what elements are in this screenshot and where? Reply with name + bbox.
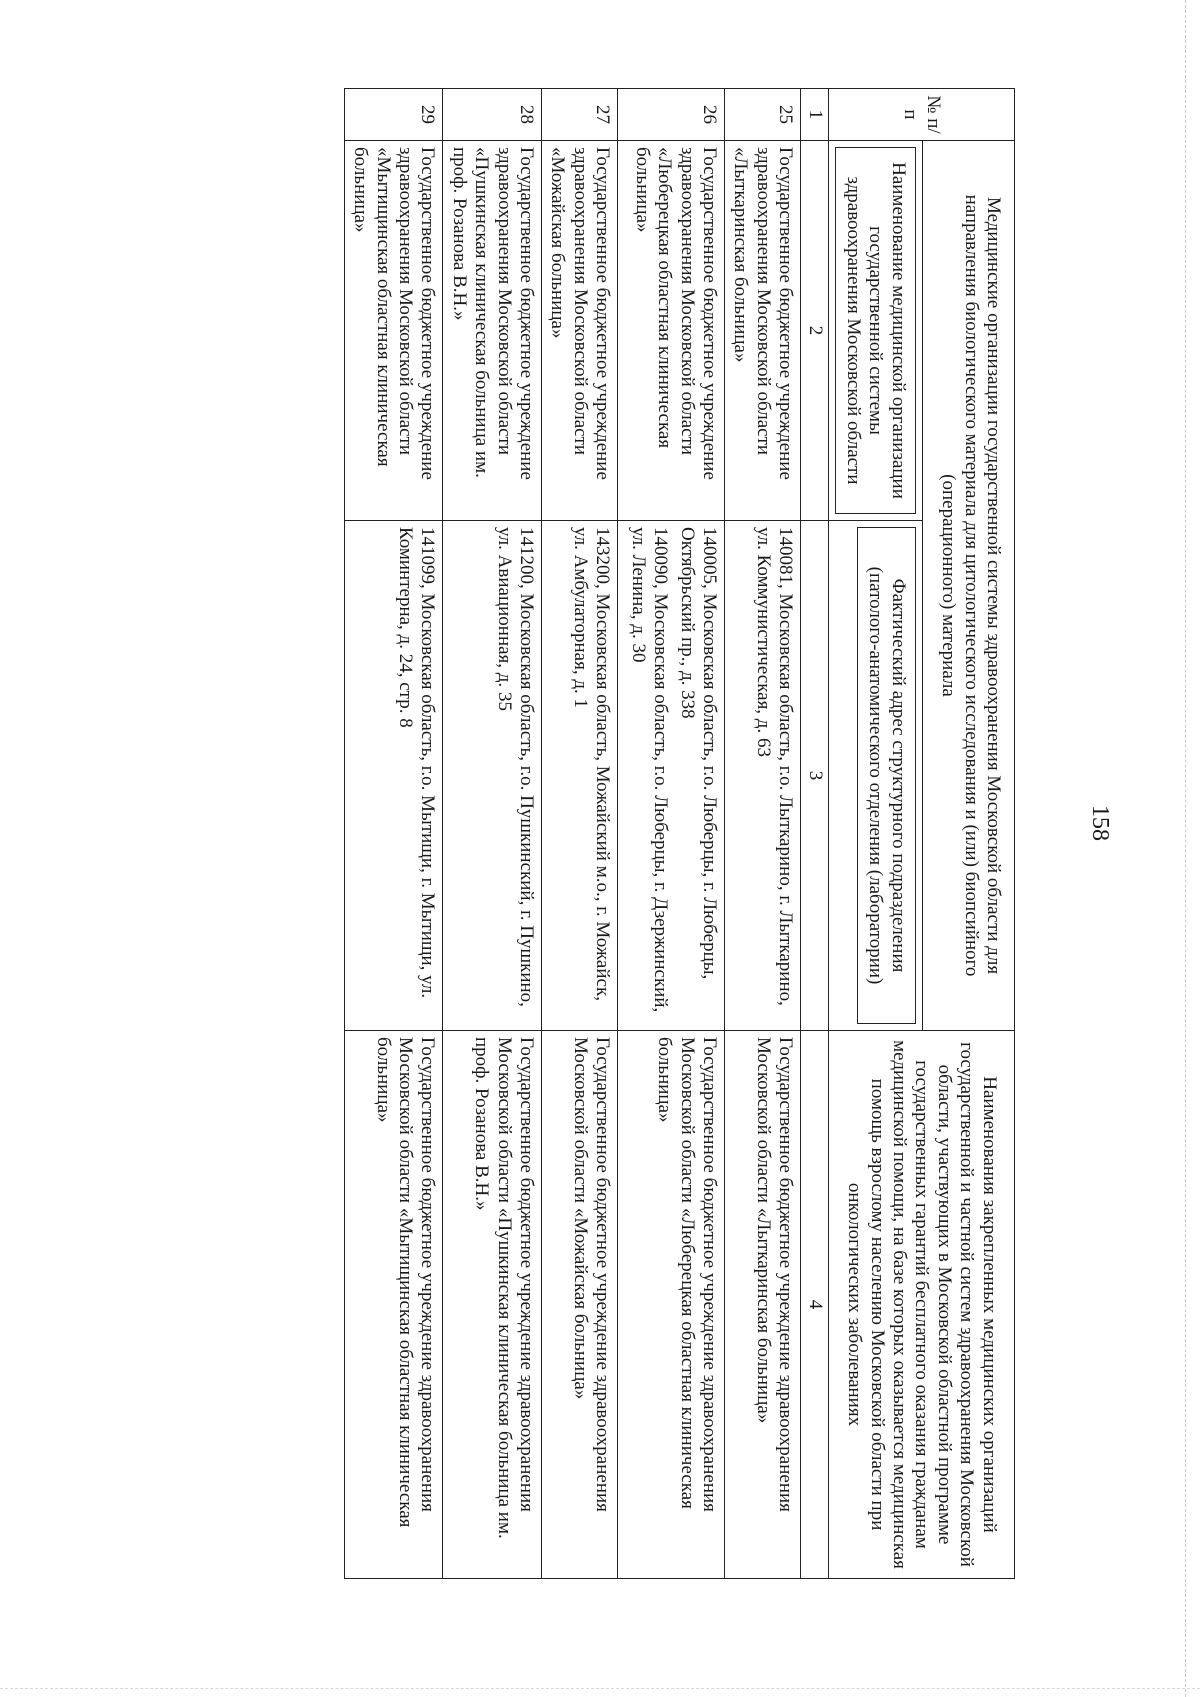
table-row xyxy=(618,89,725,1579)
organizations-table xyxy=(344,88,1015,1579)
row-address xyxy=(542,521,618,1031)
row-org: Государственное бюджетное учреждение здравоохранения Московской области «Пушкинская клиническая больница им. проф. Розанова В.Н.» xyxy=(443,141,542,521)
header-col2: Наименование медицинской организации государственной системы здравоохранения Московской области xyxy=(835,147,916,514)
header-num: № п/п xyxy=(828,89,1014,141)
header-row xyxy=(922,89,1014,1579)
column-numbers-row xyxy=(801,89,828,1579)
page-bottom-edge xyxy=(0,1687,1200,1689)
row-number: 29 xyxy=(344,89,443,141)
row-attached: Государственное бюджетное учреждение здравоохранения Московской области «Можайская больница» xyxy=(542,1031,618,1579)
row-address xyxy=(618,521,725,1031)
header-col2-cell xyxy=(828,141,922,521)
table-row xyxy=(344,89,443,1579)
row-attached: Государственное бюджетное учреждение здравоохранения Московской области «Лыткаринская больница» xyxy=(724,1031,800,1579)
column-number: 2 xyxy=(801,141,828,521)
table-row xyxy=(443,89,542,1579)
row-org: Государственное бюджетное учреждение здравоохранения Московской области «Люберецкая областная клиническая больница» xyxy=(618,141,725,521)
address-line: 140005, Московская область, г.о. Люберцы, г. Люберцы, Октябрьский пр., д. 338 xyxy=(676,527,720,980)
row-address xyxy=(443,521,542,1031)
row-address xyxy=(344,521,443,1031)
row-org: Государственное бюджетное учреждение здравоохранения Московской области «Мытищинская областная клиническая больница» xyxy=(344,141,443,521)
row-number: 28 xyxy=(443,89,542,141)
row-attached: Государственное бюджетное учреждение здравоохранения Московской области «Люберецкая областная клиническая больница» xyxy=(618,1031,725,1579)
header-group-cell xyxy=(922,141,1014,1031)
address-line: 140081, Московская область, г.о. Лыткарино, г. Лыткарино, ул. Коммунистическая, д. 63 xyxy=(752,527,797,1006)
row-address xyxy=(724,521,800,1031)
header-group-title: Медицинские организации государственной системы здравоохранения Московской области для направления биологического материала для цитологического исследования и (или) биопсийного (операционного) материала xyxy=(938,194,1004,977)
header-col4: Наименования закрепленных медицинских организаций государственной и частной систем здравоохранения Московской области, участвующих в Московской областной программе государственных гарантий бесплатного оказания гражданам медицинской помощи, на базе которых оказывается медицинская помощь взрослому населению Московской области при онкологических заболеваниях xyxy=(828,1031,1014,1579)
page-edge xyxy=(1183,0,1186,1697)
row-number: 25 xyxy=(724,89,800,141)
row-number: 26 xyxy=(618,89,725,141)
row-org: Государственное бюджетное учреждение здравоохранения Московской области «Лыткаринская больница» xyxy=(724,141,800,521)
column-number: 4 xyxy=(801,1031,828,1579)
address-line: 143200, Московская область, Можайский м.о., г. Можайск, ул. Амбулаторная, д. 1 xyxy=(569,527,614,1001)
address-line: 140090, Московская область, г.о. Люберцы, г. Дзержинский, ул. Ленина, д. 30 xyxy=(627,527,672,1013)
table-row xyxy=(542,89,618,1579)
address-line: 141200, Московская область, г.о. Пушкинский, г. Пушкино, ул. Авиационная, д. 35 xyxy=(493,527,538,1007)
header-col3-cell xyxy=(828,521,922,1031)
address-line: 141099, Московская область, г.о. Мытищи, г. Мытищи, ул. Коминтерна, д. 24, стр. 8 xyxy=(395,527,439,999)
page-number: 158 xyxy=(1087,805,1113,841)
header-col3: Фактический адрес структурного подразделения (патолого-анатомического отделения (лаборатории) xyxy=(857,527,916,1024)
column-number: 1 xyxy=(801,89,828,141)
row-attached: Государственное бюджетное учреждение здравоохранения Московской области «Пушкинская клиническая больница им. проф. Розанова В.Н.» xyxy=(443,1031,542,1579)
document-sheet xyxy=(0,28,1115,1618)
table-row xyxy=(724,89,800,1579)
row-attached: Государственное бюджетное учреждение здравоохранения Московской области «Мытищинская областная клиническая больница» xyxy=(344,1031,443,1579)
row-org: Государственное бюджетное учреждение здравоохранения Московской области «Можайская больница» xyxy=(542,141,618,521)
row-number: 27 xyxy=(542,89,618,141)
column-number: 3 xyxy=(801,521,828,1031)
